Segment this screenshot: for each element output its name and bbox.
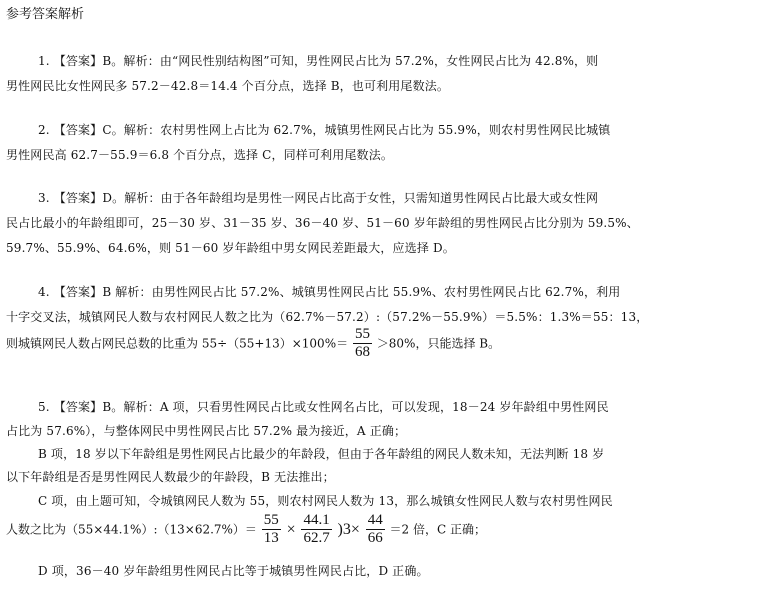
answer-5-line-1: 5. 【答案】B。解析：A 项，只看男性网民占比或女性网名占比，可以发现，18－24 岁年龄组中男性网民	[38, 400, 609, 414]
fraction-numerator: 44.1	[303, 512, 330, 528]
answer-3-line-3: 59.7%、55.9%、64.6%，则 51－60 岁年龄组中男女网民差距最大，应选择 D。	[6, 241, 455, 255]
fraction-numerator: 55	[354, 326, 370, 342]
answer-4-line-2: 十字交叉法，城镇网民人数与农村网民人数之比为（62.7%－57.2）:（57.2%－55.9%）＝5.5%：1.3%＝55：13，	[6, 310, 649, 324]
fraction-denominator: 13	[263, 530, 279, 546]
answer-4-line-1: 4. 【答案】B 解析：由男性网民占比 57.2%、城镇男性网民占比 55.9%、农村男性网民占比 62.7%，利用	[38, 285, 621, 299]
answer-1-line-1: 1. 【答案】B。解析：由“网民性别结构图”可知，男性网民占比为 57.2%，女性网民占比为 42.8%，则	[38, 54, 599, 68]
answer-4-line-3-tail: ＞80%，只能选择 B。	[376, 336, 501, 351]
answer-5-line-7: D 项，36－40 岁年龄组男性网民占比等于城镇男性网民占比，D 正确。	[38, 564, 429, 578]
answer-5-line-6-tail: ＝2 倍，C 正确；	[389, 522, 486, 537]
answer-5-line-3: B 项，18 岁以下年龄组是男性网民占比最少的年龄段，但由于各年龄组的网民人数未知，无法判断 18 岁	[38, 447, 605, 461]
answer-2-line-1: 2. 【答案】C。解析：农村男性网上占比为 62.7%，城镇男性网民占比为 55.9%，则农村男性网民比城镇	[38, 123, 611, 137]
answer-5-line-6	[6, 512, 486, 547]
answer-4-line-3-text: 则城镇网民人数占网民总数的比重为 55÷（55+13）×100%＝	[6, 336, 349, 351]
fraction-44-66	[366, 512, 385, 547]
answer-5-line-4: 以下年龄组是否是男性网民人数最少的年龄段，B 无法推出；	[6, 470, 335, 484]
answer-3-line-1: 3. 【答案】D。解析：由于各年龄组均是男性一网民占比高于女性，只需知道男性网民占比最大或女性网	[38, 191, 599, 205]
page-title: 参考答案解析	[6, 7, 85, 22]
fraction-44-1-62-7	[301, 512, 331, 547]
fraction-numerator: 55	[263, 512, 279, 528]
fraction-55-68	[353, 326, 372, 361]
fraction-numerator: 44	[367, 512, 383, 528]
fraction-55-13	[262, 512, 281, 547]
answer-5-line-6-text: 人数之比为（55×44.1%）:（13×62.7%）＝	[6, 522, 257, 537]
answer-5-line-2: 占比为 57.6%），与整体网民中男性网民占比 57.2% 最为接近，A 正确；	[6, 424, 407, 438]
answer-4-line-3	[6, 326, 500, 361]
operator-text: )3×	[337, 520, 360, 538]
fraction-denominator: 62.7	[303, 530, 330, 546]
answer-2-line-2: 男性网民高 62.7－55.9＝6.8 个百分点，选择 C，同样可利用尾数法。	[6, 148, 393, 162]
times-sign: ×	[286, 520, 296, 538]
fraction-denominator: 68	[354, 344, 370, 360]
fraction-denominator: 66	[367, 530, 383, 546]
answer-1-line-2: 男性网民比女性网民多 57.2－42.8＝14.4 个百分点，选择 B，也可利用尾数法。	[6, 79, 450, 93]
answer-5-line-5: C 项，由上题可知，令城镇网民人数为 55，则农村网民人数为 13，那么城镇女性网民人数与农村男性网民	[38, 494, 613, 508]
answer-3-line-2: 民占比最小的年龄组即可，25－30 岁、31－35 岁、36－40 岁、51－60 岁年龄组的男性网民占比分别为 59.5%、	[6, 216, 639, 230]
